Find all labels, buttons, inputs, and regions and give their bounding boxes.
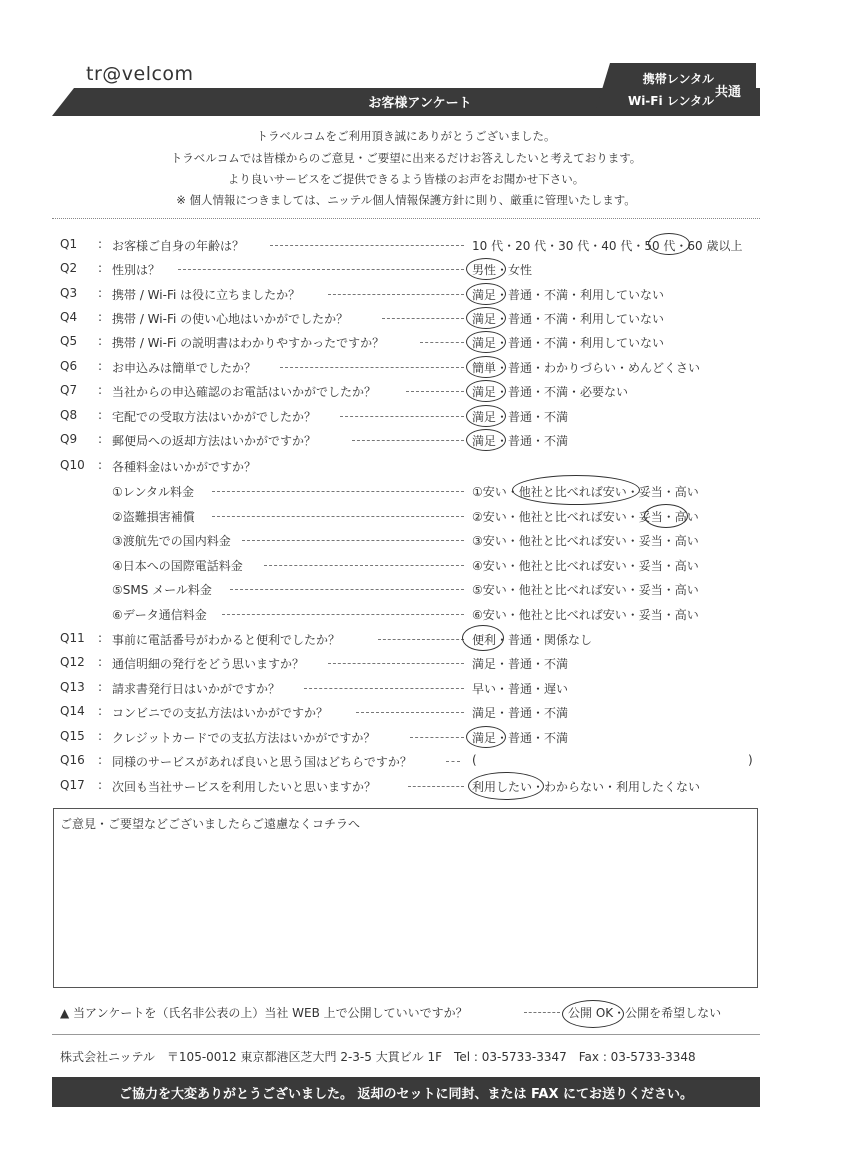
service-label-common: 共通: [715, 85, 742, 100]
selected-answer-circle: [644, 504, 688, 528]
divider: [52, 218, 760, 219]
question-text: 同様のサービスがあれば良いと思う国はどちらですか？: [112, 755, 412, 769]
selected-answer-circle: [512, 475, 640, 505]
fee-item-row: [112, 529, 752, 551]
question-row: Q1 : お客様ご自身の年齢は？ 10 代・20 代・30 代・40 代・50 代・60 歳以上: [60, 237, 743, 253]
question-text: お客様ご自身の年齢は？: [112, 239, 245, 253]
intro-line: トラベルコムをご利用頂き誠にありがとうございました。: [256, 129, 556, 143]
service-label-wifi: Wi-Fi レンタル: [627, 94, 714, 108]
question-text: 宅配での受取方法はいかがでしたか？: [112, 410, 317, 424]
intro-line: ※ 個人情報につきましては、ニッテル個人情報保護方針に則り、厳重に管理いたします。: [176, 193, 636, 207]
selected-answer-circle: [468, 772, 544, 800]
publish-question: ▲ 当アンケートを（氏名非公表の上）当社 WEB 上で公開していいですか？: [60, 1006, 468, 1020]
answer-options: 満足・普通・不満・利用していない: [472, 288, 665, 302]
question-row: Q17 : 次回も当社サービスを利用したいと思いますか？ 利用したい・わからない・利用したくない: [60, 778, 701, 794]
answer-options: ④安い・他社と比べれば安い・妥当・高い: [472, 559, 699, 573]
survey-title: お客様アンケート: [368, 96, 472, 111]
answer-options: 利用したい・わからない・利用したくない: [472, 780, 701, 794]
question-row: Q5 : 携帯 / Wi-Fi の説明書はわかりやすかったですか？ 満足・普通・不満・利用していない: [60, 334, 665, 350]
question-text: コンビニでの支払方法はいかがですか？: [112, 706, 329, 720]
question-row: Q2 : 性別は？ 男性・女性: [60, 261, 533, 277]
question-text: 通信明細の発行をどう思いますか？: [112, 657, 305, 671]
publish-answer-options: 公開 OK・公開を希望しない: [568, 1006, 722, 1020]
question-row: Q16 : 同様のサービスがあれば良いと思う国はどちらですか？ ( ): [60, 753, 753, 769]
question-row: Q12 : 通信明細の発行をどう思いますか？ 満足・普通・不満: [60, 655, 569, 671]
answer-options: ①安い・他社と比べれば安い・妥当・高い: [472, 485, 699, 499]
question-text: 次回も当社サービスを利用したいと思いますか？: [112, 780, 377, 794]
footer-text: ご協力を大変ありがとうございました。 返却のセットに同封、または FAX にてお送りください。: [118, 1087, 694, 1102]
question-row: Q15 : クレジットカードでの支払方法はいかがですか？ 満足・普通・不満: [60, 729, 569, 745]
answer-options: 満足・普通・不満・利用していない: [472, 312, 665, 326]
answer-options: ②安い・他社と比べれば安い・妥当・高い: [472, 510, 699, 524]
question-row: Q9 : 郵便局への返却方法はいかがですか？ 満足・普通・不満: [60, 432, 569, 448]
fee-item-label: ⑥データ通信料金: [112, 608, 207, 622]
answer-open-bracket: (: [472, 753, 477, 767]
question-text: クレジットカードでの支払方法はいかがですか？: [112, 731, 376, 745]
comment-textarea[interactable]: [53, 808, 758, 988]
question-text: 携帯 / Wi-Fi の使い心地はいかがでしたか？: [112, 312, 349, 326]
question-row: Q13 : 請求書発行日はいかがですか？ 早い・普通・遅い: [60, 680, 569, 696]
fee-item-label: ⑤SMS メール料金: [112, 583, 212, 597]
fee-item-row: [112, 578, 752, 600]
fee-item-row: [112, 480, 752, 502]
question-row: Q6 : お申込みは簡単でしたか？ 簡単・普通・わかりづらい・めんどくさい: [60, 359, 701, 375]
answer-options: ③安い・他社と比べれば安い・妥当・高い: [472, 534, 699, 548]
answer-options: 満足・普通・不満: [472, 657, 569, 671]
answer-close-bracket: ): [748, 753, 753, 767]
selected-answer-circle: [466, 380, 506, 402]
question-row: Q4 : 携帯 / Wi-Fi の使い心地はいかがでしたか？ 満足・普通・不満・利用していない: [60, 310, 665, 326]
selected-answer-circle: [466, 258, 506, 280]
fee-item-label: ④日本への国際電話料金: [112, 559, 243, 573]
fee-item-label: ②盗難損害補償: [112, 510, 195, 524]
answer-options: ⑤安い・他社と比べれば安い・妥当・高い: [472, 583, 699, 597]
selected-answer-circle: [462, 625, 504, 651]
fee-item-row: [112, 603, 752, 625]
comment-label: ご意見・ご要望などございましたらご遠慮なくコチラへ: [60, 817, 361, 831]
question-text: 性別は？: [112, 263, 161, 277]
question-text: 請求書発行日はいかがですか？: [112, 682, 281, 696]
fee-item-label: ①レンタル料金: [112, 485, 194, 499]
fee-item-label: ③渡航先での国内料金: [112, 534, 231, 548]
question-row: Q10 : 各種料金はいかがですか？: [60, 458, 257, 474]
answer-options: 男性・女性: [472, 263, 533, 277]
answer-options: 便利・普通・関係なし: [472, 633, 593, 647]
company-info: 株式会社ニッテル 〒105-0012 東京都港区芝大門 2-3-5 大貫ビル 1F Tel : 03-5733-3347 Fax : 03-5733-3348: [60, 1050, 696, 1064]
answer-options: 満足・普通・不満: [472, 434, 569, 448]
selected-answer-circle: [466, 429, 506, 451]
question-text: 携帯 / Wi-Fi の説明書はわかりやすかったですか？: [112, 336, 385, 350]
question-row: Q11 : 事前に電話番号がわかると便利でしたか？ 便利・普通・関係なし: [60, 631, 593, 647]
selected-answer-circle: [466, 405, 506, 427]
answer-options: ⑥安い・他社と比べれば安い・妥当・高い: [472, 608, 699, 622]
fee-item-row: [112, 554, 752, 576]
selected-answer-circle: [466, 331, 506, 353]
answer-options: 満足・普通・不満: [472, 731, 569, 745]
divider: [52, 1034, 760, 1035]
intro-line: トラベルコムでは皆様からのご意見・ご要望に出来るだけお答えしたいと考えております。: [170, 151, 642, 165]
question-row: Q8 : 宅配での受取方法はいかがでしたか？ 満足・普通・不満: [60, 408, 569, 424]
selected-answer-circle: [648, 233, 690, 255]
answer-options: 満足・普通・不満: [472, 410, 569, 424]
question-text: 各種料金はいかがですか？: [112, 460, 257, 474]
question-text: 当社からの申込確認のお電話はいかがでしたか？: [112, 385, 377, 399]
answer-options: 簡単・普通・わかりづらい・めんどくさい: [472, 361, 701, 375]
question-number: Q1: [60, 237, 78, 251]
selected-answer-circle: [466, 307, 506, 329]
question-row: Q7 : 当社からの申込確認のお電話はいかがでしたか？ 満足・普通・不満・必要ない: [60, 383, 629, 399]
selected-answer-circle: [466, 356, 506, 378]
question-text: 郵便局への返却方法はいかがですか？: [112, 434, 317, 448]
question-text: お申込みは簡単でしたか？: [112, 361, 257, 375]
question-text: 携帯 / Wi-Fi は役に立ちましたか？: [112, 288, 301, 302]
intro-line: より良いサービスをご提供できるよう皆様のお声をお聞かせ下さい。: [227, 172, 585, 186]
question-row: Q14 : コンビニでの支払方法はいかがですか？ 満足・普通・不満: [60, 704, 569, 720]
question-row: Q3 : 携帯 / Wi-Fi は役に立ちましたか？ 満足・普通・不満・利用していない: [60, 286, 665, 302]
company-logo: tr@velcom: [86, 63, 194, 85]
selected-answer-circle: [466, 283, 506, 305]
answer-options: 10 代・20 代・30 代・40 代・50 代・60 歳以上: [472, 239, 743, 253]
answer-options: 満足・普通・不満: [472, 706, 569, 720]
service-label-mobile: 携帯レンタル: [642, 72, 714, 86]
selected-answer-circle: [466, 726, 506, 748]
answer-options: 満足・普通・不満・利用していない: [472, 336, 665, 350]
question-text: 事前に電話番号がわかると便利でしたか？: [112, 633, 341, 647]
answer-options: 満足・普通・不満・必要ない: [472, 385, 629, 399]
answer-options: 早い・普通・遅い: [472, 682, 569, 696]
